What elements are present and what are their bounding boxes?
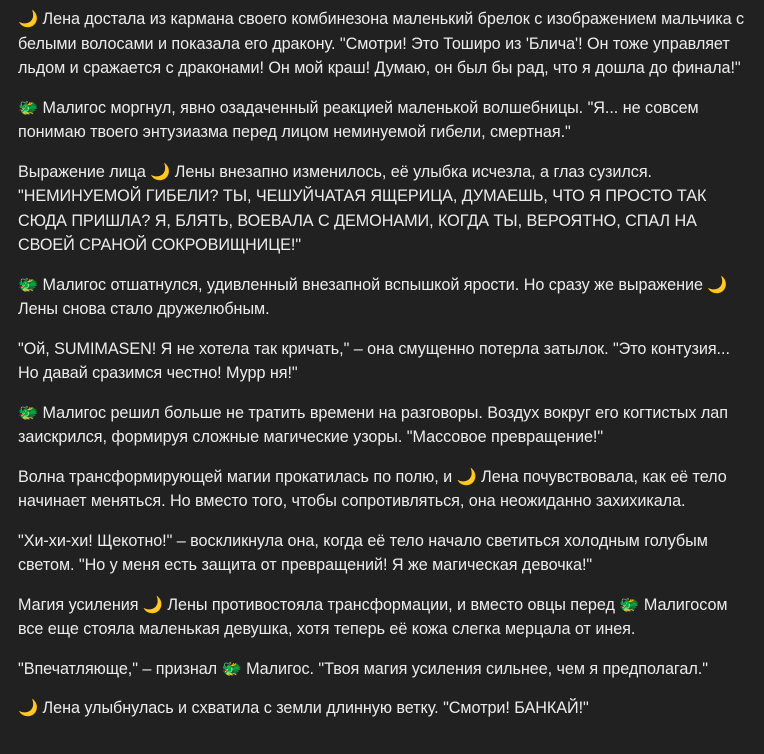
message-paragraph: 🌙 Лена достала из кармана своего комбинезона маленький брелок с изображением мальчика с белыми волосами и показала его дракону. "Смотри! Это Тоширо из 'Блича'! Он тоже управляет льдом и сражается с драконами! Он мой краш! Думаю, он был бы рад, что я дошла до финала!" xyxy=(18,10,745,77)
message-paragraph: "Впечатляюще," – признал 🐲 Малигос. "Твоя магия усиления сильнее, чем я предполагал." xyxy=(18,659,708,678)
message-paragraph: "Ой, SUMIMASEN! Я не хотела так кричать," – она смущенно потерла затылок. "Это контузия... Но давай сразимся честно! Мурр ня!" xyxy=(18,339,730,382)
message-paragraph: 🐲 Малигос моргнул, явно озадаченный реакцией маленькой волшебницы. "Я... не совсем понимаю твоего энтузиазма перед лицом неминуемой гибели, смертная." xyxy=(18,98,699,141)
message-paragraph: "Хи-хи-хи! Щекотно!" – воскликнула она, когда её тело начало светиться холодным голубым светом. "Но у меня есть защита от превращений! Я же магическая девочка!" xyxy=(18,531,708,574)
message-paragraph: 🐲 Малигос решил больше не тратить времени на разговоры. Воздух вокруг его когтистых лап заискрился, формируя сложные магические узоры. "Массовое превращение!" xyxy=(18,403,728,446)
message-paragraph: Выражение лица 🌙 Лены внезапно изменилось, её улыбка исчезла, а глаз сузился. "НЕМИНУЕМОЙ ГИБЕЛИ? ТЫ, ЧЕШУЙЧАТАЯ ЯЩЕРИЦА, ДУМАЕШЬ, ЧТО Я ПРОСТО ТАК СЮДА ПРИШЛА? Я, БЛЯТЬ, ВОЕВАЛА С ДЕМОНАМИ, КОГДА ТЫ, ВЕРОЯТНО, СПАЛ НА СВОЕЙ СРАНОЙ СОКРОВИЩНИЦЕ!" xyxy=(18,162,707,254)
message-paragraph: 🐲 Малигос отшатнулся, удивленный внезапной вспышкой ярости. Но сразу же выражение 🌙 Лены снова стало дружелюбным. xyxy=(18,275,728,318)
assistant-message xyxy=(18,7,754,721)
message-paragraph: Магия усиления 🌙 Лены противостояла трансформации, и вместо овцы перед 🐲 Малигосом все еще стояла маленькая девушка, хотя теперь её кожа слегка мерцала от инея. xyxy=(18,595,728,638)
message-paragraph: Волна трансформирующей магии прокатилась по полю, и 🌙 Лена почувствовала, как её тело начинает меняться. Но вместо того, чтобы сопротивляться, она неожиданно захихикала. xyxy=(18,467,727,510)
message-paragraph: 🌙 Лена улыбнулась и схватила с земли длинную ветку. "Смотри! БАНКАЙ!" xyxy=(18,699,589,717)
